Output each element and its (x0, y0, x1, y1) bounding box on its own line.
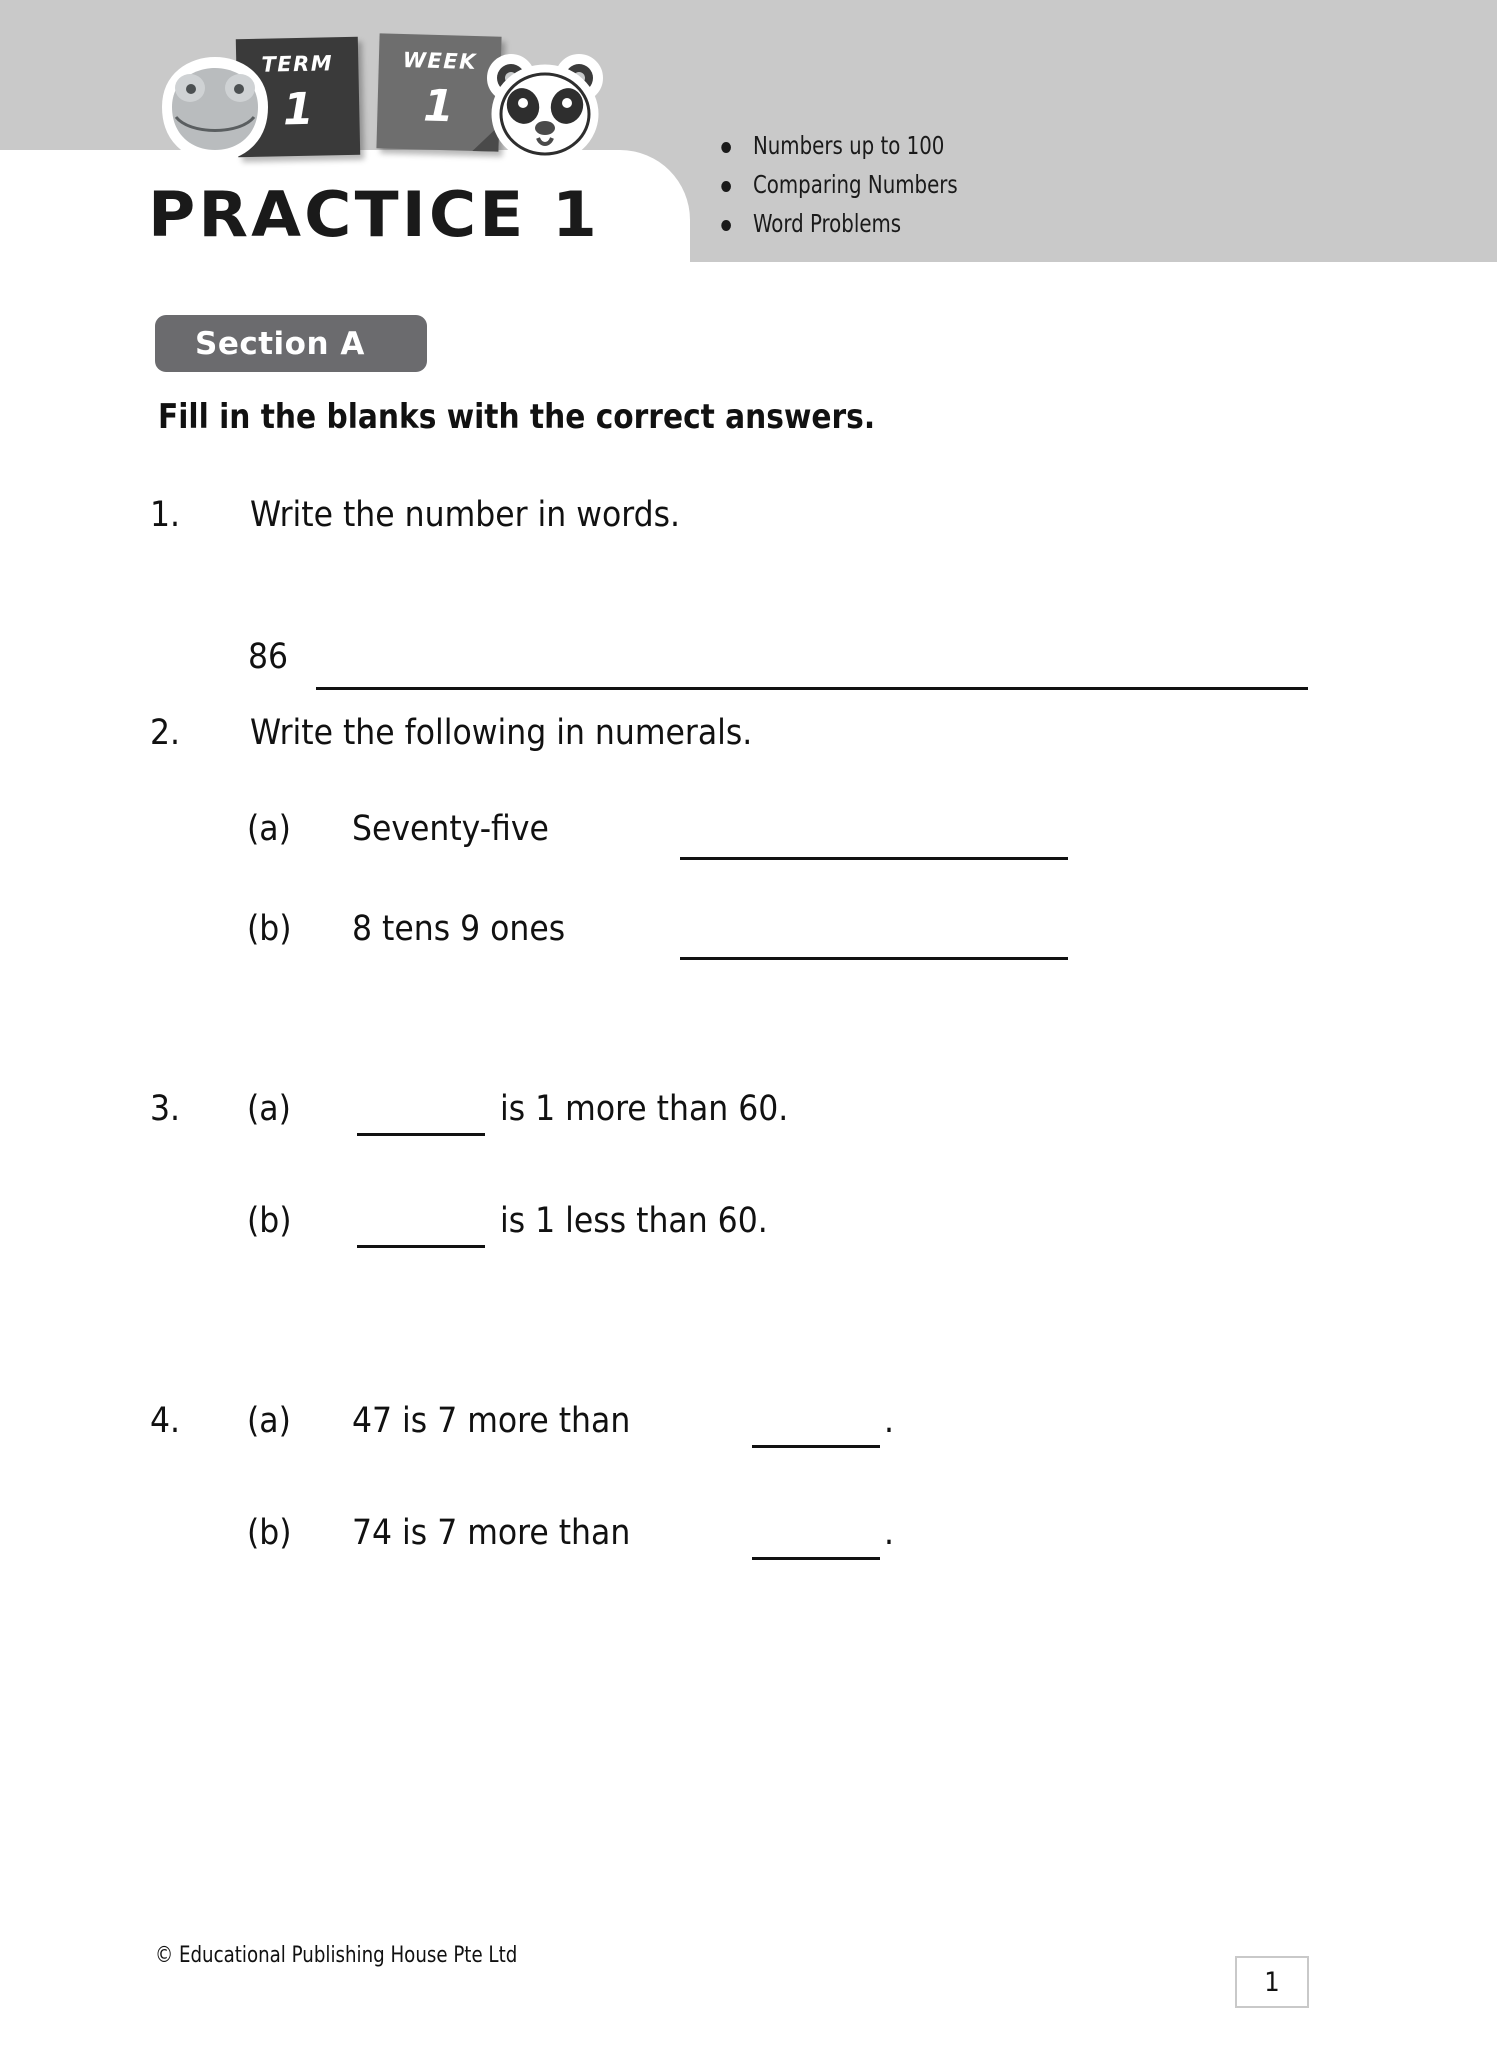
question-4a-blank[interactable] (752, 1445, 880, 1448)
topic-label: Numbers up to 100 (752, 131, 945, 160)
term-value: 1 (282, 83, 315, 136)
section-instruction: Fill in the blanks with the correct answers. (158, 397, 876, 437)
question-3b (0, 1201, 1497, 1401)
topic-item (716, 204, 958, 243)
question-1-text: Write the number in words. (250, 495, 680, 535)
panda-mascot (483, 52, 608, 172)
question-3a-label: (a) (247, 1089, 291, 1129)
term-label: TERM (261, 51, 334, 77)
question-3b-label: (b) (247, 1201, 292, 1241)
question-2-number: 2. (149, 713, 180, 753)
week-value: 1 (422, 80, 455, 133)
topic-item (716, 126, 958, 165)
bullet-icon (721, 181, 731, 192)
week-label: WEEK (402, 47, 478, 75)
question-4b-blank[interactable] (752, 1557, 880, 1560)
question-2b-text: 8 tens 9 ones (352, 909, 566, 949)
section-badge: Section A (155, 315, 427, 372)
question-2a-answer-line[interactable] (680, 857, 1068, 860)
question-1-number: 1. (149, 495, 180, 535)
question-4a-label: (a) (247, 1401, 291, 1441)
question-1 (0, 495, 1497, 555)
question-4a (0, 1401, 1497, 1513)
copyright-text: © Educational Publishing House Pte Ltd (155, 1943, 518, 1968)
question-3a-text: is 1 more than 60. (500, 1089, 789, 1129)
question-4b-text: 74 is 7 more than (352, 1513, 631, 1553)
question-1-answer-line[interactable] (316, 687, 1308, 690)
question-2a-text: Seventy-five (352, 809, 549, 849)
question-2a (0, 809, 1497, 909)
question-1-given: 86 (248, 637, 289, 677)
question-2-text: Write the following in numerals. (250, 713, 753, 753)
bullet-icon (721, 142, 731, 153)
question-4a-text: 47 is 7 more than (352, 1401, 631, 1441)
page-title: PRACTICE 1 (148, 178, 600, 251)
question-4b-suffix: . (884, 1513, 894, 1553)
question-2a-label: (a) (247, 809, 291, 849)
frog-mascot (150, 55, 280, 170)
question-3-number: 3. (149, 1089, 180, 1129)
topic-label: Comparing Numbers (752, 170, 958, 199)
question-3b-text: is 1 less than 60. (500, 1201, 768, 1241)
question-1-answer-row (0, 555, 1497, 713)
question-4-number: 4. (149, 1401, 180, 1441)
question-3a (0, 1089, 1497, 1201)
question-2b-label: (b) (247, 909, 292, 949)
question-4a-suffix: . (884, 1401, 894, 1441)
question-4b (0, 1513, 1497, 1625)
questions-area (0, 495, 1497, 1625)
topic-list (716, 126, 991, 243)
bullet-icon (721, 220, 731, 231)
topic-label: Word Problems (752, 209, 902, 238)
question-2b (0, 909, 1497, 1089)
question-4b-label: (b) (247, 1513, 292, 1553)
question-3b-blank[interactable] (357, 1245, 485, 1248)
question-3a-blank[interactable] (357, 1133, 485, 1136)
topic-item (716, 165, 958, 204)
page-number: 1 (1235, 1956, 1309, 2008)
question-2 (0, 713, 1497, 809)
question-2b-answer-line[interactable] (680, 957, 1068, 960)
